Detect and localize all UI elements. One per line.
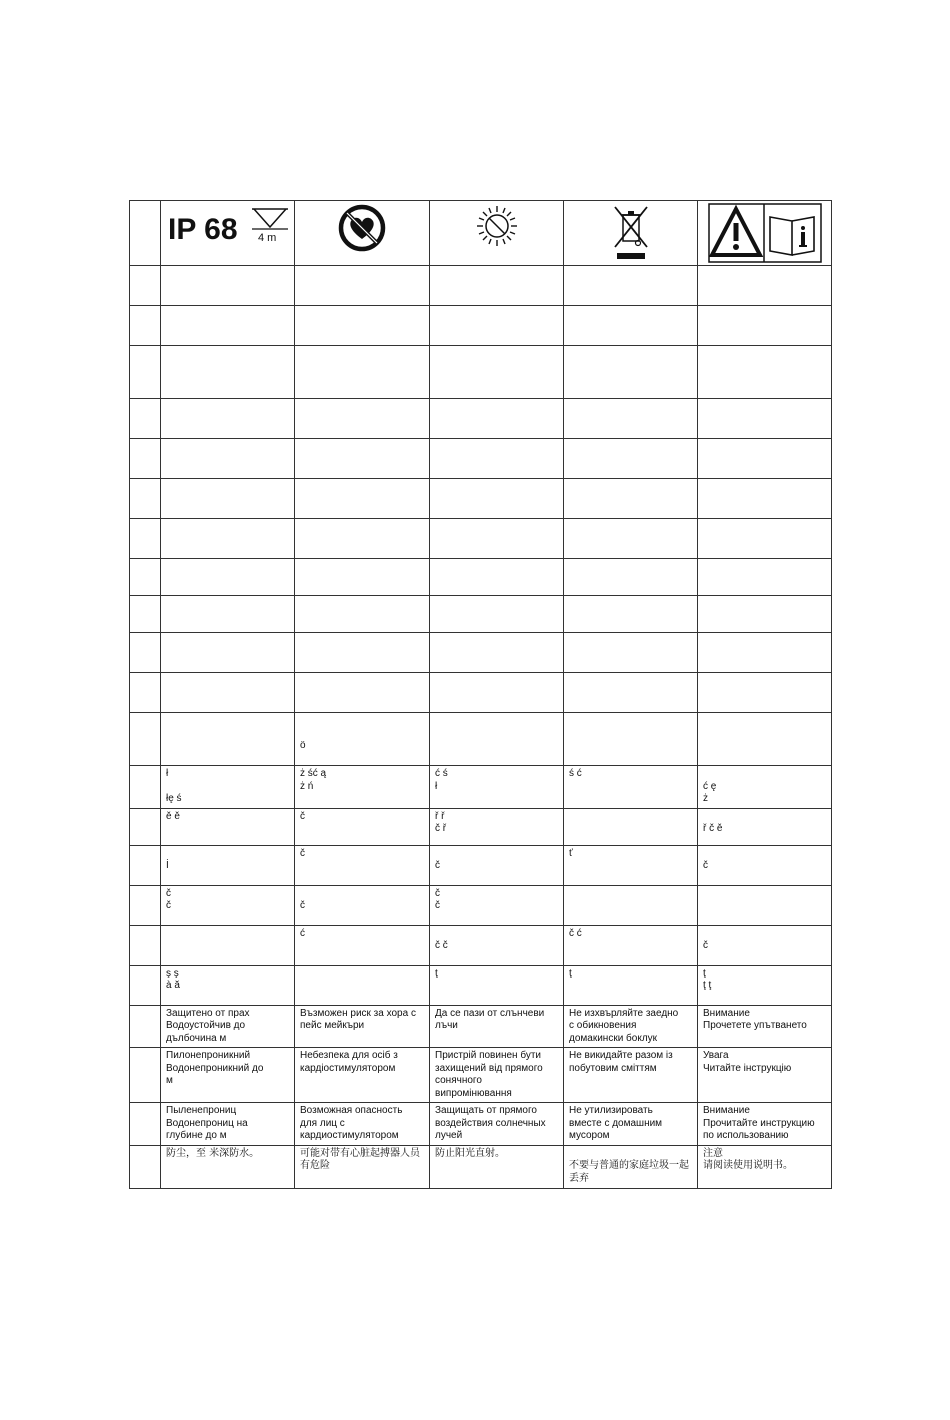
table-row xyxy=(130,633,832,673)
pacemaker-cell xyxy=(295,201,430,266)
table-row xyxy=(130,346,832,399)
table-row xyxy=(130,479,832,519)
table-row: Защитено от прах Водоустойчив до дълбочина м Възможен риск за хора с пейс мейкъри Да се пази от слънчеви лъчи Не изхвърляйте заедно с обикновения домакински боклук Внимание Прочетете упътването xyxy=(130,1005,832,1048)
sunlight-cell xyxy=(430,201,564,266)
table-row xyxy=(130,266,832,306)
table-row xyxy=(130,399,832,439)
table-row: ł łę ś ż ść ą ż ń ć ś ł ś ć ć ę ż xyxy=(130,766,832,809)
trash-cell xyxy=(564,201,698,266)
table-row: ě ě č ř ř č ř ř č ě xyxy=(130,808,832,845)
table-row: ş ş à ă ţ ţ ţ ţ ţ xyxy=(130,965,832,1005)
table-row: č č č č č xyxy=(130,885,832,925)
table-row xyxy=(130,306,832,346)
svg-text:IP 68: IP 68 xyxy=(168,213,238,246)
warning-read-manual-icon xyxy=(708,203,822,263)
table-row: Пыленепрониц Водонепрониц на глубине до м Возможная опасность для лиц с кардиостимулятором Защищать от прямого воздействия солнечных лучей Не утилизировать вместе с домашним мусором Внимание Прочитайте инструкцию по использованию xyxy=(130,1103,832,1146)
no-trash-bin-icon xyxy=(611,203,651,261)
no-sunlight-icon xyxy=(474,203,520,249)
svg-text:4 m: 4 m xyxy=(258,232,277,244)
table-row: Пилонепроникний Водонепроникний до м Небезпека для осіб з кардіостимулятором Пристрій повинен бути захищений від прямого сонячного випромінювання Не викидайте разом із побутовим сміттям Увага Читайте інструкцію xyxy=(130,1048,832,1103)
ip68-depth-icon xyxy=(166,203,290,251)
table-row: 防尘，至 米深防水。 可能对带有心脏起搏器人员 有危险 防止阳光直射。 不要与普通的家庭垃圾一起 丢弃 注意 请阅读使用说明书。 xyxy=(130,1145,832,1188)
icon-row xyxy=(130,201,832,266)
symbols-table xyxy=(129,200,832,1189)
table-row xyxy=(130,559,832,596)
no-pacemaker-icon xyxy=(337,203,387,253)
table-row: ć č č č ć č xyxy=(130,925,832,965)
ip68-cell xyxy=(161,201,295,266)
table-row xyxy=(130,439,832,479)
table-row xyxy=(130,596,832,633)
table-row xyxy=(130,519,832,559)
table-row: İ č č ť č xyxy=(130,845,832,885)
table-row xyxy=(130,673,832,713)
warning-cell xyxy=(698,201,832,266)
index-cell xyxy=(130,201,161,266)
table-row: ö xyxy=(130,713,832,766)
